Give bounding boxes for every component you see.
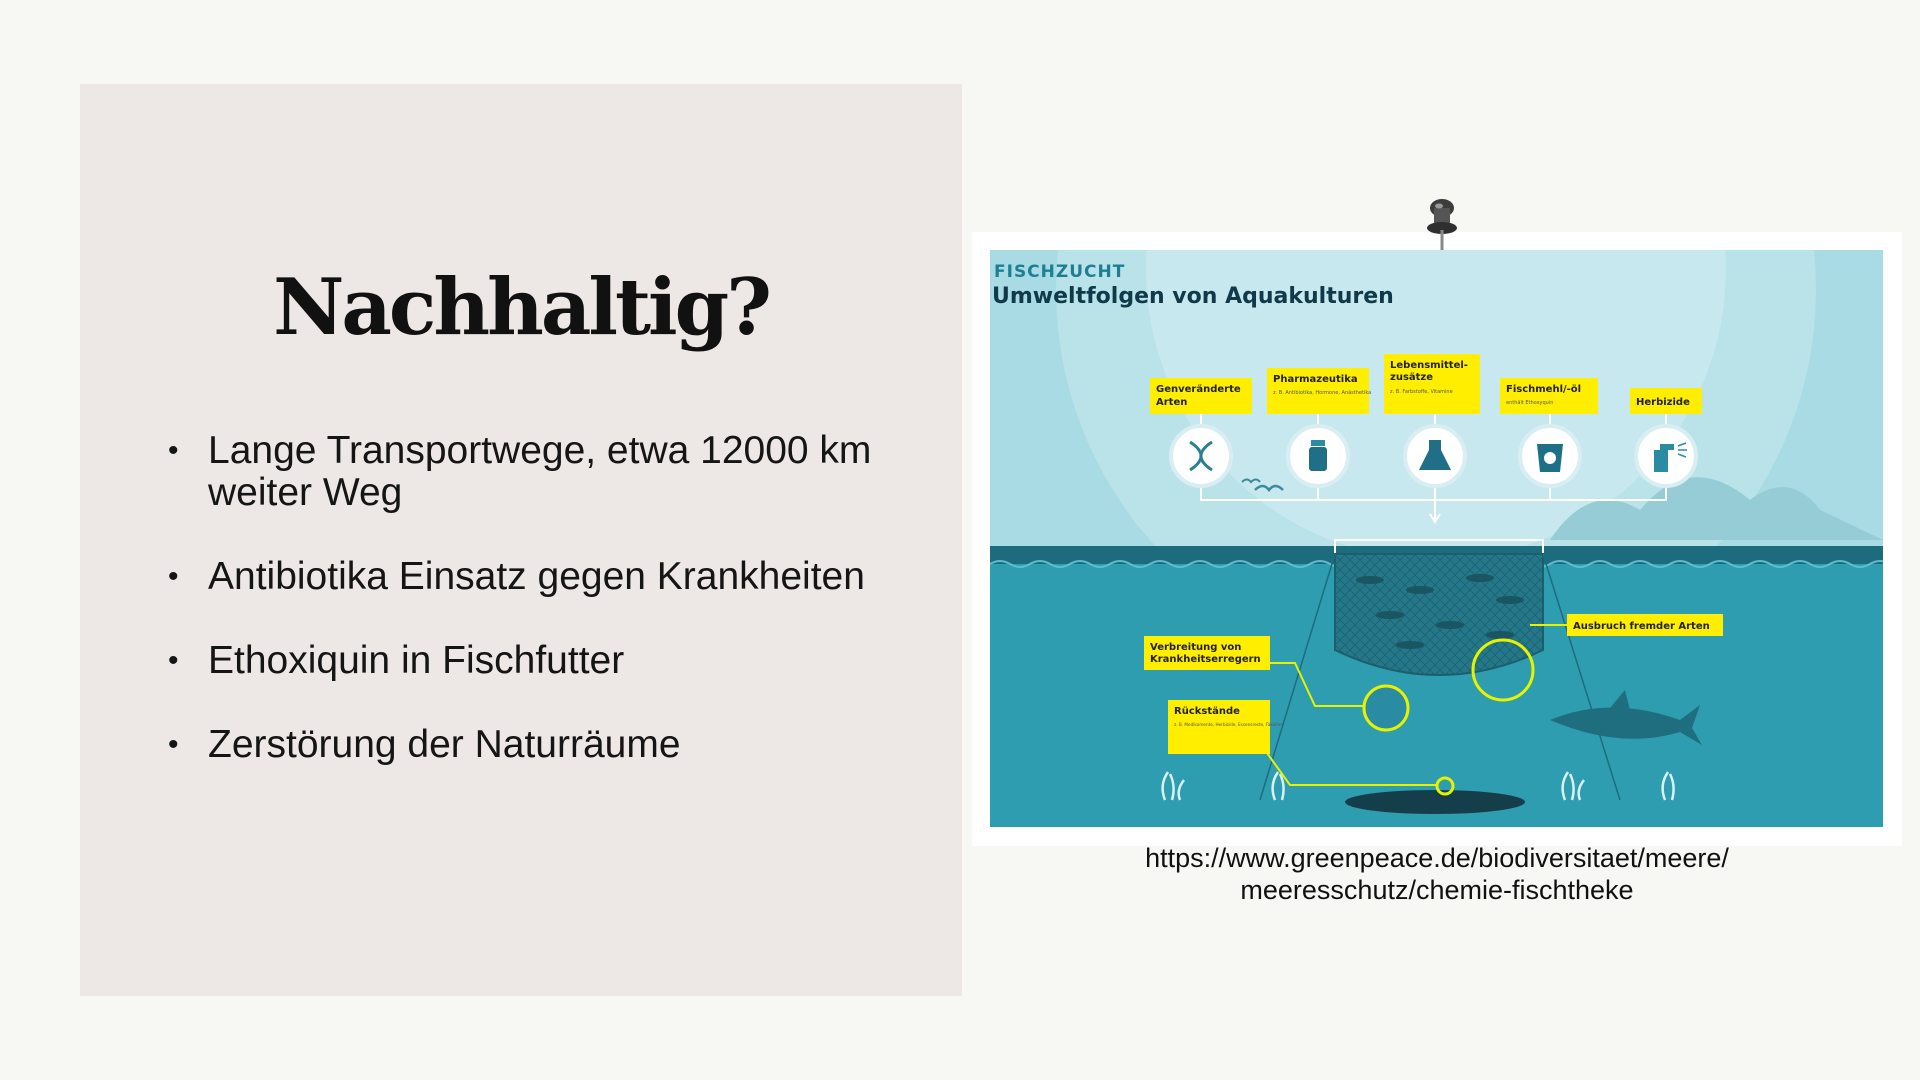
callout-line: Rückstände <box>1174 706 1240 717</box>
bullet-text: Antibiotika Einsatz gegen Krankheiten <box>208 555 865 598</box>
label-line: Lebensmittel- <box>1390 360 1468 371</box>
label-line: zusätze <box>1390 372 1434 383</box>
label-sub: z. B. Antibiotika, Hormone, Anästhetika <box>1273 390 1372 396</box>
medicine-bottle-icon <box>1288 426 1348 486</box>
input-label-genetic <box>1150 378 1252 414</box>
bullet-item <box>168 724 908 766</box>
bullet-item <box>168 640 908 682</box>
input-label-herbicides <box>1630 388 1702 414</box>
bullet-text: Zerstörung der Naturräume <box>208 723 681 766</box>
disease-magnifier <box>1364 686 1408 730</box>
flask-icon <box>1405 426 1465 486</box>
source-line: https://www.greenpeace.de/biodiversitaet/meere/ <box>1145 843 1729 873</box>
label-line: Fischmehl/-öl <box>1506 384 1582 395</box>
input-label-fishmeal <box>1500 378 1598 414</box>
bullet-text: Ethoxiquin in Fischfutter <box>208 639 625 682</box>
bullet-marker: • <box>168 560 179 593</box>
callout-line: Verbreitung von <box>1150 642 1242 653</box>
label-line: Herbizide <box>1636 397 1690 408</box>
infographic-frame <box>972 232 1902 846</box>
image-source-caption <box>972 842 1902 906</box>
callout-line: Ausbruch fremder Arten <box>1573 621 1710 632</box>
input-label-pharma <box>1267 368 1371 414</box>
label-line: Pharmazeutika <box>1273 374 1358 385</box>
bullet-marker: • <box>168 644 179 677</box>
bullet-marker: • <box>168 728 179 761</box>
bullet-text: Lange Transportwege, etwa 12000 km weiter Weg <box>208 429 872 514</box>
feed-bucket-icon <box>1520 426 1580 486</box>
callout-sub: z. B. Medikamente, Herbizide, Essensreste, Fäkalien <box>1174 722 1283 727</box>
label-sub: z. B. Farbstoffe, Vitamine <box>1390 389 1453 395</box>
callout-disease <box>1144 636 1270 670</box>
bullet-item <box>168 430 908 514</box>
callout-residue <box>1168 700 1283 754</box>
text-panel <box>80 84 962 996</box>
infographic-kicker: FISCHZUCHT <box>994 262 1126 282</box>
infographic-title: Umweltfolgen von Aquakulturen <box>992 284 1394 309</box>
bullet-marker: • <box>168 434 179 467</box>
callout-line: Krankheitserregern <box>1150 654 1261 665</box>
bullet-list <box>168 430 908 808</box>
sediment-pile <box>1345 790 1525 814</box>
label-line: Genveränderte <box>1156 384 1241 395</box>
label-line: Arten <box>1156 397 1188 408</box>
infographic-image <box>990 250 1883 827</box>
source-line: meeresschutz/chemie-fischtheke <box>1240 875 1634 905</box>
input-label-additives <box>1384 354 1480 414</box>
bullet-item <box>168 556 908 598</box>
pushpin-icon <box>1422 196 1462 254</box>
callout-escape <box>1567 614 1723 636</box>
slide-title: Nachhaltig? <box>273 262 769 353</box>
dna-icon <box>1171 426 1231 486</box>
label-sub: enthält Ethoxyquin <box>1506 400 1554 406</box>
spray-icon <box>1636 426 1696 486</box>
